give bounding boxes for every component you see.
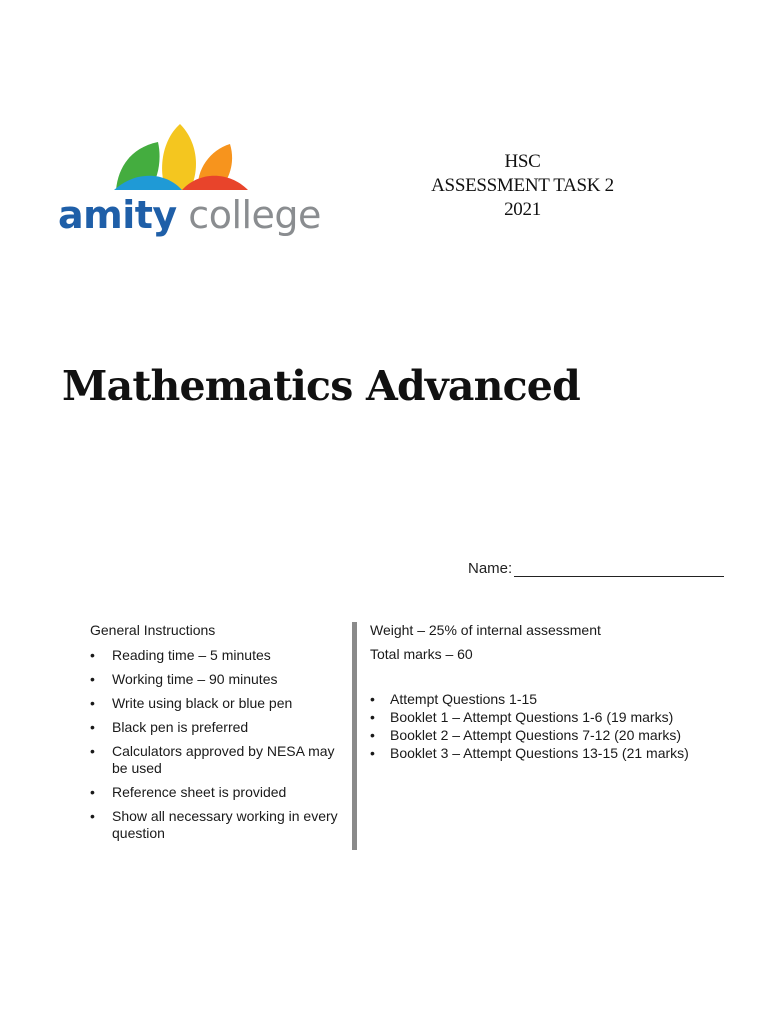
booklet-item: • Attempt Questions 1-15 [370, 691, 740, 708]
logo-word-college: college [188, 193, 321, 237]
logo-wordmark [58, 193, 321, 237]
instruction-item: • Show all necessary working in every question [90, 808, 345, 842]
instruction-item: • Calculators approved by NESA may be used [90, 743, 345, 777]
booklet-item: • Booklet 2 – Attempt Questions 7-12 (20 marks) [370, 727, 740, 744]
lotus-flower-icon [58, 120, 258, 192]
amity-college-logo [58, 120, 321, 250]
column-divider [352, 622, 357, 850]
assessment-header [410, 150, 635, 222]
name-blank-line[interactable] [514, 559, 724, 577]
page-title: Mathematics Advanced [62, 362, 580, 410]
instructions-heading: General Instructions [90, 622, 216, 638]
instruction-item: • Reference sheet is provided [90, 784, 345, 801]
instruction-item: • Reading time – 5 minutes [90, 647, 345, 664]
logo-word-amity: amity [58, 193, 177, 237]
general-instructions [90, 621, 345, 849]
booklet-list [370, 691, 740, 762]
name-label: Name: [468, 560, 513, 577]
header-line-task: ASSESSMENT TASK 2 [431, 175, 614, 196]
assessment-details [370, 621, 740, 763]
total-marks-text: Total marks – 60 [370, 646, 473, 662]
header-line-year: 2021 [504, 199, 541, 220]
instructions-list [90, 647, 345, 842]
instruction-item: • Working time – 90 minutes [90, 671, 345, 688]
name-field[interactable] [468, 559, 724, 577]
header-line-hsc: HSC [504, 151, 541, 172]
weight-text: Weight – 25% of internal assessment [370, 622, 601, 638]
booklet-item: • Booklet 3 – Attempt Questions 13-15 (21 marks) [370, 745, 740, 762]
instruction-item: • Black pen is preferred [90, 719, 345, 736]
booklet-item: • Booklet 1 – Attempt Questions 1-6 (19 marks) [370, 709, 740, 726]
instruction-item: • Write using black or blue pen [90, 695, 345, 712]
